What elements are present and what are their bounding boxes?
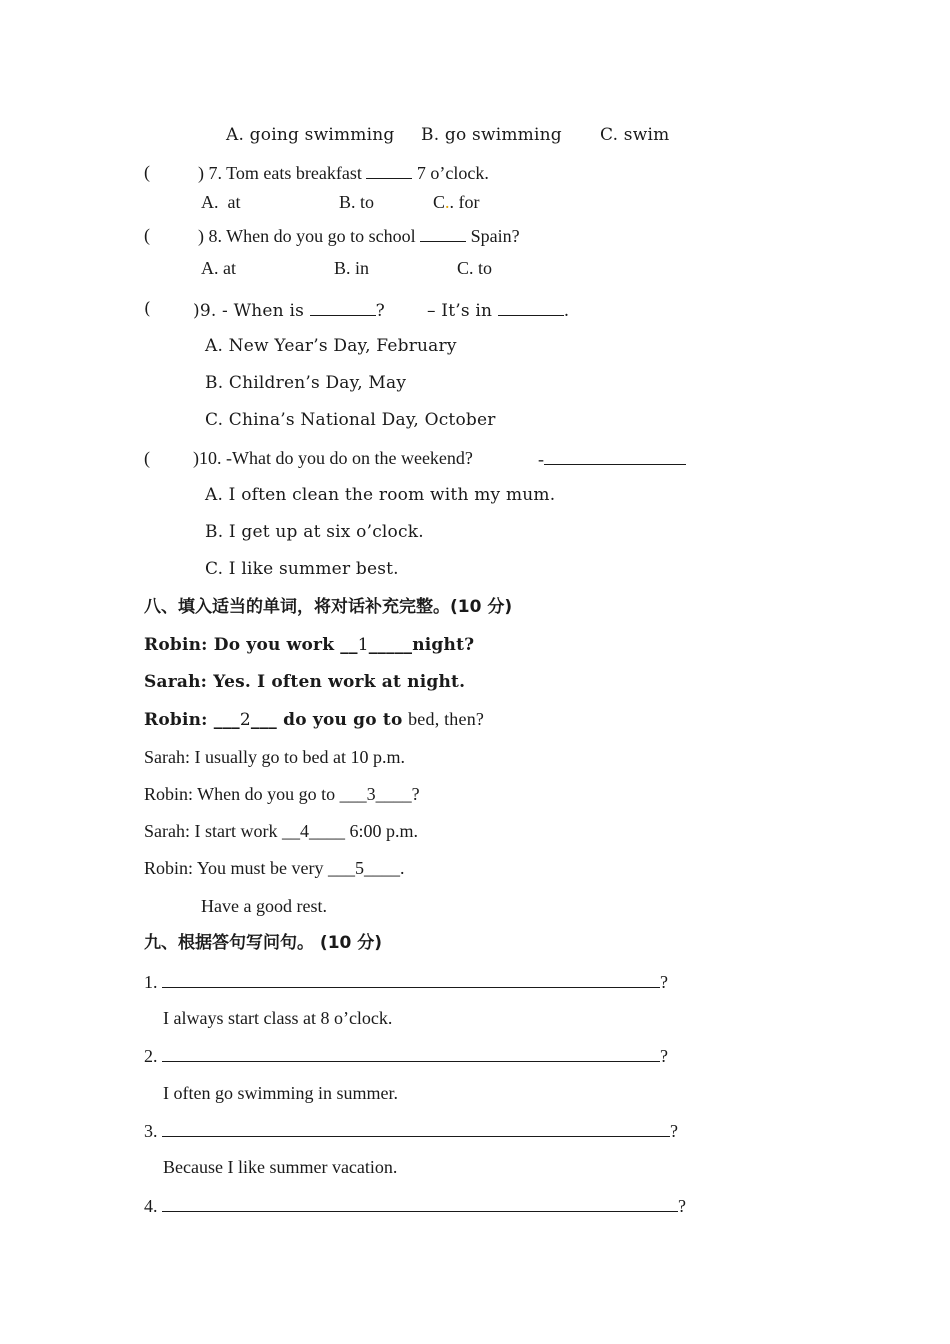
q8-option-b: B. in xyxy=(334,258,370,278)
dialogue-line-3: Robin: ___2___ do you go to bed, then? xyxy=(144,709,485,730)
dialogue-line-7: Robin: You must be very ___5____. xyxy=(144,858,405,878)
dialogue-line-4: Sarah: I usually go to bed at 10 p.m. xyxy=(144,747,405,767)
q9-option-b: B. Children’s Day, May xyxy=(205,373,407,393)
s9-question-4: 4. ? xyxy=(144,1196,686,1216)
dialogue-line-6: Sarah: I start work __4____ 6:00 p.m. xyxy=(144,821,418,841)
q7-paren-open: ( xyxy=(144,162,150,182)
q10-question: )10. -What do you do on the weekend? xyxy=(193,448,473,468)
q7-option-b: B. to xyxy=(339,192,375,212)
q7-question: ) 7. Tom eats breakfast 7 o’clock. xyxy=(198,163,489,183)
q7-option-c: C.. for xyxy=(433,192,480,212)
q9-blank-1 xyxy=(310,298,376,316)
s9-blank-2 xyxy=(162,1044,660,1062)
q8-option-a: A. at xyxy=(201,258,236,278)
s9-answer-1: I always start class at 8 o’clock. xyxy=(163,1008,393,1028)
q6-option-b: B. go swimming xyxy=(421,125,562,145)
s9-blank-1 xyxy=(162,970,660,988)
q9-answer: – It’s in . xyxy=(427,298,569,322)
dialogue-line-1: Robin: Do you work __1_____night? xyxy=(144,635,475,655)
q9-option-a: A. New Year’s Day, February xyxy=(205,336,457,356)
q9-question: )9. - When is ? xyxy=(193,298,385,322)
q8-question: ) 8. When do you go to school Spain? xyxy=(198,226,520,246)
q10-paren-open: ( xyxy=(144,448,150,468)
q8-paren-open: ( xyxy=(144,225,150,245)
q10-option-a: A. I often clean the room with my mum. xyxy=(205,485,556,505)
q8-option-c: C. to xyxy=(457,258,493,278)
dialogue-line-8: Have a good rest. xyxy=(201,896,327,916)
q10-answer: - xyxy=(538,447,686,470)
q9-paren-open: ( xyxy=(144,299,151,319)
s9-question-1: 1. ? xyxy=(144,972,668,992)
q7-blank xyxy=(366,161,412,179)
q10-option-b: B. I get up at six o’clock. xyxy=(205,522,424,542)
q9-blank-2 xyxy=(498,298,564,316)
section8-heading: 八、填入适当的单词，将对话补充完整。(10 分) xyxy=(144,597,513,617)
section9-heading: 九、根据答句写问句。 (10 分) xyxy=(144,933,383,953)
s9-question-3: 3. ? xyxy=(144,1121,678,1141)
s9-question-2: 2. ? xyxy=(144,1046,668,1066)
dialogue-line-5: Robin: When do you go to ___3____? xyxy=(144,784,420,804)
q7-option-a: A. at xyxy=(201,192,241,212)
s9-blank-3 xyxy=(162,1119,670,1137)
q6-option-a: A. going swimming xyxy=(226,125,395,145)
s9-answer-2: I often go swimming in summer. xyxy=(163,1083,398,1103)
q6-option-c: C. swim xyxy=(600,125,670,145)
highlight-dot: . xyxy=(445,192,450,212)
q9-option-c: C. China’s National Day, October xyxy=(205,410,496,430)
q10-option-c: C. I like summer best. xyxy=(205,559,399,579)
s9-answer-3: Because I like summer vacation. xyxy=(163,1157,398,1177)
s9-blank-4 xyxy=(162,1194,678,1212)
q8-blank xyxy=(420,224,466,242)
dialogue-line-2: Sarah: Yes. I often work at night. xyxy=(144,672,466,692)
q10-blank xyxy=(544,447,686,465)
